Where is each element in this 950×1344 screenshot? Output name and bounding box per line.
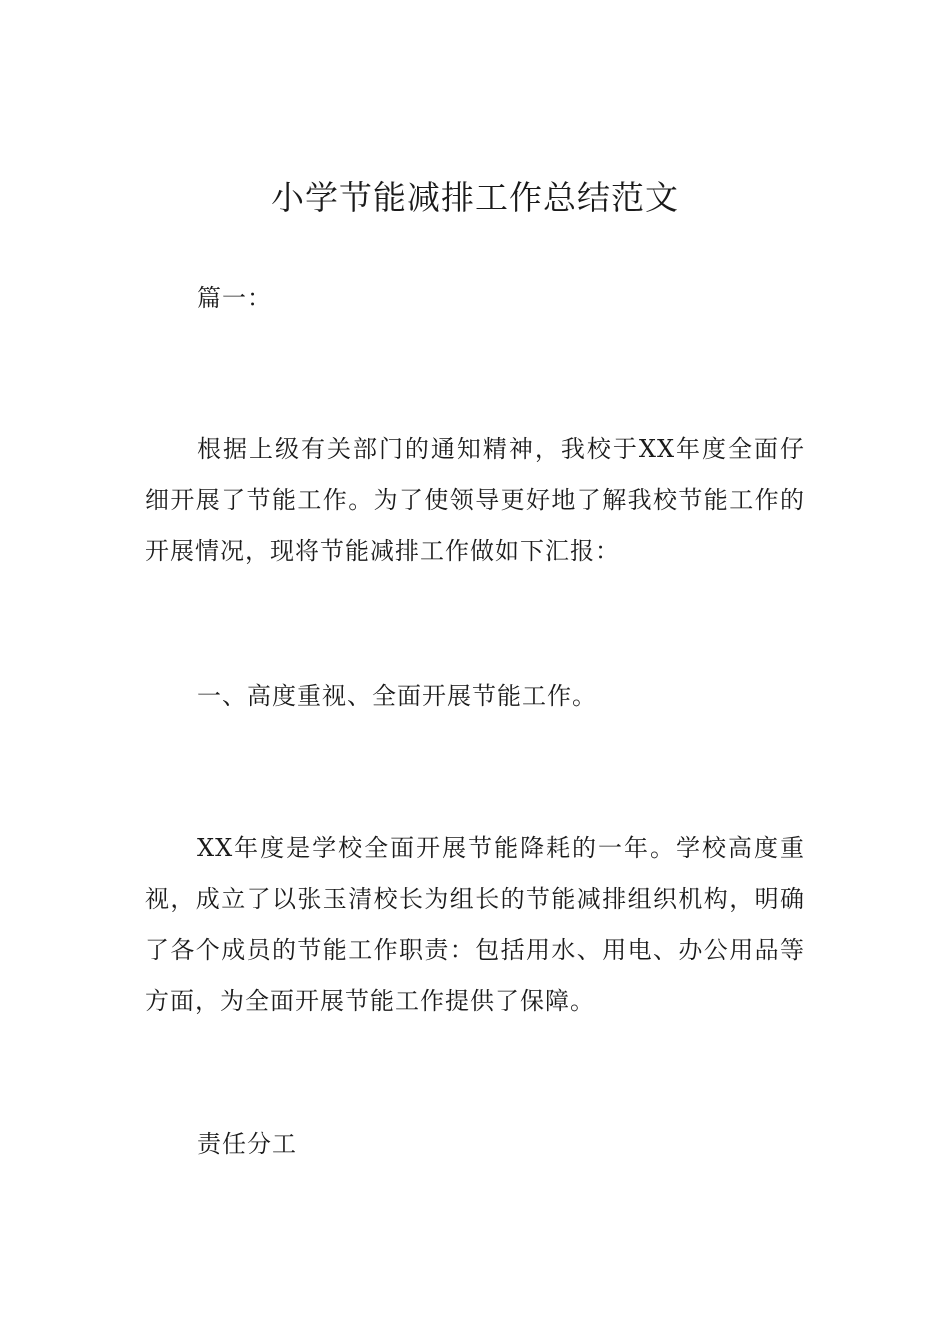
paragraph-intro: 根据上级有关部门的通知精神，我校于XX年度全面仔细开展了节能工作。为了使领导更好地了解我校节能工作的开展情况，现将节能减排工作做如下汇报： xyxy=(145,435,805,565)
document-title: 小学节能减排工作总结范文 xyxy=(271,178,679,217)
section-heading: 一、高度重视、全面开展节能工作。 xyxy=(197,682,597,710)
subheading: 责任分工 xyxy=(197,1130,297,1158)
paragraph-section-1: XX年度是学校全面开展节能降耗的一年。学校高度重视，成立了以张玉清校长为组长的节能减排组织机构，明确了各个成员的节能工作职责：包括用水、用电、办公用品等方面，为全面开展节能工作提供了保障。 xyxy=(145,834,805,1015)
part-label: 篇一： xyxy=(197,284,272,312)
